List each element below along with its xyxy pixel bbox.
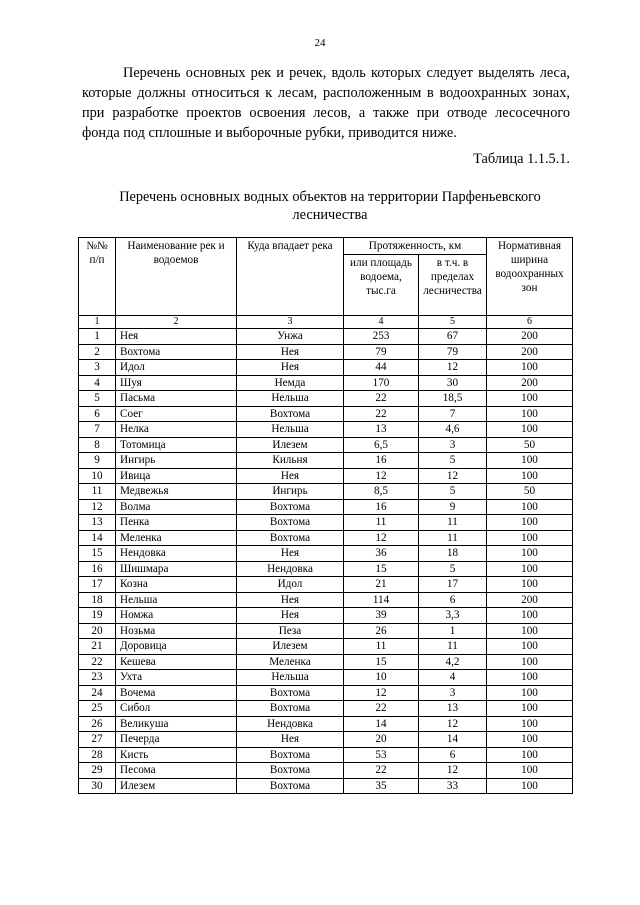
zone-width: 100 <box>487 654 573 670</box>
length-within: 14 <box>419 732 487 748</box>
length-or-area: 22 <box>344 406 419 422</box>
river-name: Номжа <box>116 608 237 624</box>
length-or-area: 114 <box>344 592 419 608</box>
length-within: 4,6 <box>419 422 487 438</box>
flows-into: Нея <box>237 360 344 376</box>
row-number: 21 <box>79 639 116 655</box>
row-number: 15 <box>79 546 116 562</box>
table-row <box>79 685 573 701</box>
length-within: 4,2 <box>419 654 487 670</box>
river-name: Козна <box>116 577 237 593</box>
length-or-area: 16 <box>344 453 419 469</box>
table-row <box>79 406 573 422</box>
length-or-area: 16 <box>344 499 419 515</box>
flows-into: Нея <box>237 608 344 624</box>
river-name: Нельша <box>116 592 237 608</box>
river-name: Кисть <box>116 747 237 763</box>
zone-width: 200 <box>487 329 573 345</box>
length-or-area: 170 <box>344 375 419 391</box>
zone-width: 100 <box>487 546 573 562</box>
river-name: Сибол <box>116 701 237 717</box>
column-number: 4 <box>344 316 419 329</box>
length-within: 3 <box>419 685 487 701</box>
table-row <box>79 453 573 469</box>
zone-width: 100 <box>487 422 573 438</box>
table-row <box>79 670 573 686</box>
column-number: 1 <box>79 316 116 329</box>
river-name: Вочема <box>116 685 237 701</box>
length-or-area: 8,5 <box>344 484 419 500</box>
row-number: 27 <box>79 732 116 748</box>
row-number: 1 <box>79 329 116 345</box>
header-width: Нормативная ширина водоохранных зон <box>487 238 573 316</box>
length-within: 18,5 <box>419 391 487 407</box>
length-within: 11 <box>419 515 487 531</box>
row-number: 28 <box>79 747 116 763</box>
table-row <box>79 375 573 391</box>
row-number: 17 <box>79 577 116 593</box>
river-name: Медвежья <box>116 484 237 500</box>
zone-width: 100 <box>487 577 573 593</box>
flows-into: Нея <box>237 732 344 748</box>
length-within: 67 <box>419 329 487 345</box>
length-within: 6 <box>419 592 487 608</box>
table-row <box>79 701 573 717</box>
length-within: 5 <box>419 453 487 469</box>
table-row <box>79 499 573 515</box>
flows-into: Вохтома <box>237 685 344 701</box>
zone-width: 50 <box>487 437 573 453</box>
intro-paragraph: Перечень основных рек и речек, вдоль которых следует выделять леса, которые должны относиться к лесам, расположенным в водоохранных зонах, при разработке проектов освоения лесов, а также при отводе лесосечного фонда под сплошные и выборочные рубки, приводится ниже. <box>82 65 570 141</box>
column-number: 3 <box>237 316 344 329</box>
zone-width: 100 <box>487 701 573 717</box>
table-row <box>79 778 573 794</box>
length-or-area: 35 <box>344 778 419 794</box>
flows-into: Ингирь <box>237 484 344 500</box>
flows-into: Кильня <box>237 453 344 469</box>
river-name: Нея <box>116 329 237 345</box>
table-row <box>79 437 573 453</box>
river-name: Ухта <box>116 670 237 686</box>
length-within: 11 <box>419 639 487 655</box>
flows-into: Нея <box>237 344 344 360</box>
river-name: Песома <box>116 763 237 779</box>
length-or-area: 12 <box>344 685 419 701</box>
length-or-area: 253 <box>344 329 419 345</box>
page-number: 24 <box>314 37 326 49</box>
length-or-area: 12 <box>344 468 419 484</box>
flows-into: Вохтома <box>237 747 344 763</box>
length-or-area: 44 <box>344 360 419 376</box>
column-number: 6 <box>487 316 573 329</box>
length-or-area: 21 <box>344 577 419 593</box>
zone-width: 50 <box>487 484 573 500</box>
flows-into: Вохтома <box>237 530 344 546</box>
row-number: 30 <box>79 778 116 794</box>
column-number: 5 <box>419 316 487 329</box>
row-number: 13 <box>79 515 116 531</box>
length-within: 12 <box>419 468 487 484</box>
row-number: 16 <box>79 561 116 577</box>
flows-into: Вохтома <box>237 778 344 794</box>
row-number: 2 <box>79 344 116 360</box>
zone-width: 100 <box>487 639 573 655</box>
table-row <box>79 747 573 763</box>
length-within: 5 <box>419 561 487 577</box>
table-title-line-1: Перечень основных водных объектов на территории Парфеньевского <box>119 189 541 205</box>
column-number: 2 <box>116 316 237 329</box>
length-or-area: 22 <box>344 391 419 407</box>
flows-into: Вохтома <box>237 499 344 515</box>
header-name: Наименование рек и водоемов <box>116 238 237 316</box>
table-row <box>79 608 573 624</box>
row-number: 22 <box>79 654 116 670</box>
river-name: Нозьма <box>116 623 237 639</box>
row-number: 29 <box>79 763 116 779</box>
length-or-area: 39 <box>344 608 419 624</box>
row-number: 18 <box>79 592 116 608</box>
header-area: или площадь водоема, тыс.га <box>344 255 419 316</box>
header-flows-into: Куда впадает река <box>237 238 344 316</box>
river-name: Печерда <box>116 732 237 748</box>
header-num: №№ п/п <box>79 238 116 316</box>
table-row <box>79 561 573 577</box>
flows-into: Нендовка <box>237 561 344 577</box>
zone-width: 100 <box>487 685 573 701</box>
length-within: 6 <box>419 747 487 763</box>
table-title <box>95 188 565 224</box>
table-body <box>79 316 573 794</box>
flows-into: Илезем <box>237 437 344 453</box>
zone-width: 100 <box>487 468 573 484</box>
length-or-area: 15 <box>344 561 419 577</box>
flows-into: Нендовка <box>237 716 344 732</box>
row-number: 20 <box>79 623 116 639</box>
table-row <box>79 329 573 345</box>
length-within: 7 <box>419 406 487 422</box>
length-within: 3,3 <box>419 608 487 624</box>
table-row <box>79 763 573 779</box>
length-or-area: 20 <box>344 732 419 748</box>
zone-width: 200 <box>487 344 573 360</box>
zone-width: 100 <box>487 561 573 577</box>
length-or-area: 13 <box>344 422 419 438</box>
river-name: Соег <box>116 406 237 422</box>
length-or-area: 53 <box>344 747 419 763</box>
river-name: Волма <box>116 499 237 515</box>
river-name: Идол <box>116 360 237 376</box>
length-within: 12 <box>419 716 487 732</box>
flows-into: Нея <box>237 546 344 562</box>
row-number: 6 <box>79 406 116 422</box>
flows-into: Вохтома <box>237 763 344 779</box>
river-name: Доровица <box>116 639 237 655</box>
river-name: Шишмара <box>116 561 237 577</box>
row-number: 23 <box>79 670 116 686</box>
length-or-area: 36 <box>344 546 419 562</box>
length-within: 13 <box>419 701 487 717</box>
row-number: 10 <box>79 468 116 484</box>
river-name: Нендовка <box>116 546 237 562</box>
length-within: 18 <box>419 546 487 562</box>
table-row <box>79 530 573 546</box>
table-row <box>79 623 573 639</box>
table-row <box>79 546 573 562</box>
length-within: 4 <box>419 670 487 686</box>
river-name: Великуша <box>116 716 237 732</box>
length-or-area: 11 <box>344 515 419 531</box>
row-number: 24 <box>79 685 116 701</box>
flows-into: Вохтома <box>237 701 344 717</box>
zone-width: 100 <box>487 778 573 794</box>
column-numbers-row <box>79 316 573 329</box>
length-or-area: 79 <box>344 344 419 360</box>
row-number: 11 <box>79 484 116 500</box>
river-name: Кешева <box>116 654 237 670</box>
length-within: 17 <box>419 577 487 593</box>
length-or-area: 12 <box>344 530 419 546</box>
river-name: Тотомица <box>116 437 237 453</box>
length-within: 5 <box>419 484 487 500</box>
zone-width: 100 <box>487 763 573 779</box>
length-or-area: 26 <box>344 623 419 639</box>
zone-width: 100 <box>487 530 573 546</box>
flows-into: Нея <box>237 592 344 608</box>
zone-width: 200 <box>487 592 573 608</box>
river-name: Меленка <box>116 530 237 546</box>
table-row <box>79 577 573 593</box>
flows-into: Нельша <box>237 422 344 438</box>
length-or-area: 11 <box>344 639 419 655</box>
length-or-area: 6,5 <box>344 437 419 453</box>
zone-width: 100 <box>487 515 573 531</box>
river-name: Ивица <box>116 468 237 484</box>
flows-into: Немда <box>237 375 344 391</box>
river-name: Илезем <box>116 778 237 794</box>
row-number: 9 <box>79 453 116 469</box>
length-within: 3 <box>419 437 487 453</box>
row-number: 25 <box>79 701 116 717</box>
flows-into: Вохтома <box>237 406 344 422</box>
flows-into: Идол <box>237 577 344 593</box>
zone-width: 100 <box>487 747 573 763</box>
zone-width: 100 <box>487 499 573 515</box>
length-or-area: 15 <box>344 654 419 670</box>
length-within: 12 <box>419 360 487 376</box>
length-or-area: 22 <box>344 763 419 779</box>
row-number: 7 <box>79 422 116 438</box>
table-row <box>79 360 573 376</box>
length-or-area: 14 <box>344 716 419 732</box>
table-row <box>79 484 573 500</box>
length-or-area: 10 <box>344 670 419 686</box>
length-within: 33 <box>419 778 487 794</box>
header-within: в т.ч. в пределах лесничества <box>419 255 487 316</box>
flows-into: Нельша <box>237 670 344 686</box>
zone-width: 100 <box>487 608 573 624</box>
table-row <box>79 515 573 531</box>
length-within: 9 <box>419 499 487 515</box>
river-name: Пенка <box>116 515 237 531</box>
flows-into: Илезем <box>237 639 344 655</box>
table-number: Таблица 1.1.5.1. <box>473 151 570 167</box>
river-name: Пасьма <box>116 391 237 407</box>
table-row <box>79 468 573 484</box>
zone-width: 100 <box>487 391 573 407</box>
table-row <box>79 422 573 438</box>
flows-into: Пеза <box>237 623 344 639</box>
zone-width: 100 <box>487 406 573 422</box>
length-or-area: 22 <box>344 701 419 717</box>
zone-width: 100 <box>487 716 573 732</box>
row-number: 14 <box>79 530 116 546</box>
river-name: Нелка <box>116 422 237 438</box>
river-name: Вохтома <box>116 344 237 360</box>
length-within: 79 <box>419 344 487 360</box>
table-row <box>79 592 573 608</box>
table-row <box>79 391 573 407</box>
length-within: 1 <box>419 623 487 639</box>
row-number: 4 <box>79 375 116 391</box>
flows-into: Нельша <box>237 391 344 407</box>
zone-width: 200 <box>487 375 573 391</box>
table-row <box>79 639 573 655</box>
table-row <box>79 732 573 748</box>
flows-into: Меленка <box>237 654 344 670</box>
length-within: 12 <box>419 763 487 779</box>
rivers-table <box>78 237 573 794</box>
row-number: 5 <box>79 391 116 407</box>
header-length: Протяженность, км <box>344 238 487 255</box>
row-number: 19 <box>79 608 116 624</box>
table-row <box>79 716 573 732</box>
length-within: 30 <box>419 375 487 391</box>
table-row <box>79 344 573 360</box>
zone-width: 100 <box>487 623 573 639</box>
row-number: 12 <box>79 499 116 515</box>
zone-width: 100 <box>487 453 573 469</box>
zone-width: 100 <box>487 360 573 376</box>
flows-into: Унжа <box>237 329 344 345</box>
length-within: 11 <box>419 530 487 546</box>
zone-width: 100 <box>487 732 573 748</box>
flows-into: Вохтома <box>237 515 344 531</box>
table-row <box>79 654 573 670</box>
row-number: 26 <box>79 716 116 732</box>
row-number: 8 <box>79 437 116 453</box>
zone-width: 100 <box>487 670 573 686</box>
river-name: Ингирь <box>116 453 237 469</box>
flows-into: Нея <box>237 468 344 484</box>
header-row-1 <box>79 238 573 255</box>
river-name: Шуя <box>116 375 237 391</box>
table-title-line-2: лесничества <box>292 207 368 223</box>
row-number: 3 <box>79 360 116 376</box>
